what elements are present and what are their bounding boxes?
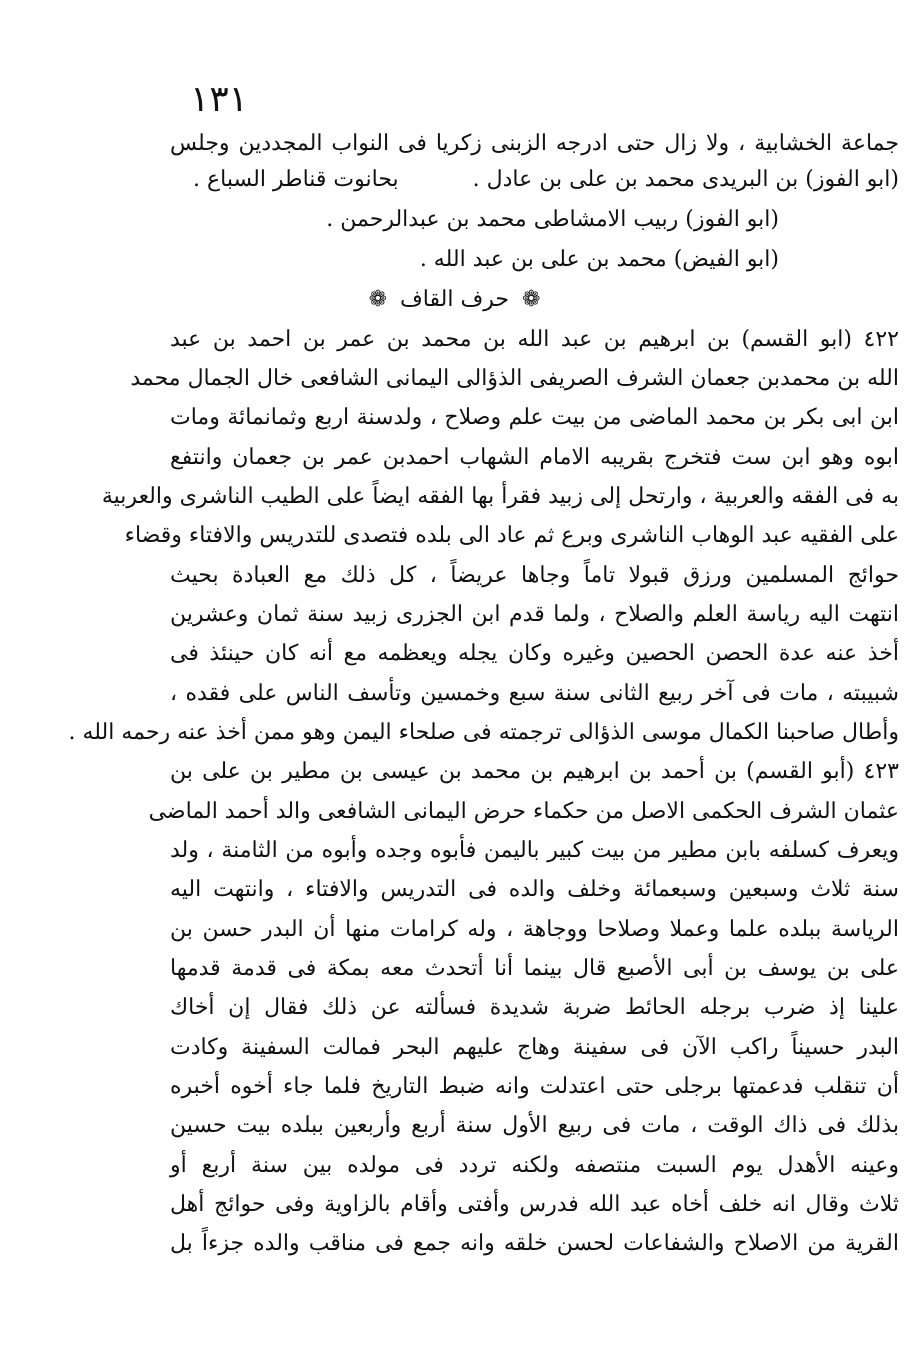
text-line: ابوه وهو ابن ست فتخرج بقريبه الامام الشهاب احمدبن عمر بن جعمان وانتفع <box>170 445 899 470</box>
text-line: حوائج المسلمين ورزق قبولا تاماً وجاها عريضاً ، كل ذلك مع العبادة بحيث <box>170 563 899 588</box>
text-line: ويعرف كسلفه بابن مطير من بيت كبير باليمن فأبوه وجده وأبوه من الثامنة ، ولد <box>170 838 899 863</box>
text-line: علينا إذ ضرب برجله الحائط ضربة شديدة فسألته عن ذلك فقال إن أخاك <box>170 995 899 1020</box>
text-line: سنة ثلاث وسبعين وسبعمائة وخلف والده فى التدريس والافتاء ، وانتهت اليه <box>170 877 899 902</box>
page-number: ١٣١ <box>190 79 249 120</box>
text-line: وأطال صاحبنا الكمال موسى الذؤالى ترجمته فى صلحاء اليمن وهو ممن أخذ عنه رحمه الله . <box>68 720 899 745</box>
text-line: على بن يوسف بن أبى الأصبع قال بينما أنا أتحدث معه بمكة فى قدمة قدمها <box>170 956 899 981</box>
text-line: ٤٢٣ (أبو القسم) بن أحمد بن ابرهيم بن محمد بن عيسى بن مطير بن على بن <box>170 759 899 784</box>
text-line: شبيبته ، مات فى آخر ربيع الثانى سنة سبع وخمسين وتأسف الناس على فقده ، <box>170 681 899 706</box>
text-line: القرية من الاصلاح والشفاعات لحسن خلقه وانه جمع فى مناقب والده جزءاً بل <box>170 1231 899 1256</box>
text-line: على الفقيه عبد الوهاب الناشرى وبرع ثم عاد الى بلده فتصدى للتدريس والافتاء وقضاء <box>124 523 899 548</box>
text-line: (ابو الفوز) ربيب الامشاطى محمد بن عبدالرحمن . <box>326 207 779 232</box>
text-line-part: بحانوت قناطر السباع . <box>193 167 399 192</box>
text-line: الله بن محمدبن جعمان الشرف الصريفى الذؤالى اليمانى الشافعى خال الجمال محمد <box>130 366 899 391</box>
text-line <box>170 162 899 198</box>
text-line: وعينه الأهدل يوم السبت منتصفه ولكنه تردد فى مولده بين سنة أربع أو <box>170 1153 899 1178</box>
text-line: انتهت اليه رياسة العلم والصلاح ، ولما قدم ابن الجزرى زبيد سنة ثمان وعشرين <box>170 602 899 627</box>
text-line: أن تنقلب فدعمتها برجلى حتى اعتدلت وانه ضبط التاريخ فلما جاء أخوه أخبره <box>170 1074 899 1099</box>
section-heading <box>0 282 909 318</box>
text-line: (ابو الفيض) محمد بن على بن عبد الله . <box>419 247 779 272</box>
text-line: بذلك فى ذاك الوقت ، مات فى ربيع الأول سنة أربع وأربعين ببلده بيت حسين <box>170 1113 899 1138</box>
text-line: به فى الفقه والعربية ، وارتحل إلى زبيد فقرأ بها الفقه ايضاً على الطيب الناشرى والعربية <box>101 484 899 509</box>
text-line: الرياسة ببلده علما وعملا وصلاحا ووجاهة ، وله كرامات منها أن البدر حسن بن <box>170 917 899 942</box>
text-line: أخذ عنه عدة الحصن الحصين وغيره وكان يجله ويعظمه مع أنه كان حينئذ فى <box>170 641 899 666</box>
text-line: ٤٢٢ (ابو القسم) بن ابرهيم بن عبد الله بن محمد بن عمر بن احمد بن عبد <box>170 327 899 352</box>
text-line: عثمان الشرف الحكمى الاصل من حكماء حرض اليمانى الشافعى والد أحمد الماضى <box>148 799 899 824</box>
ornament-icon: ❁ <box>368 287 387 312</box>
text-line-part: (ابو الفوز) بن البريدى محمد بن على بن عادل . <box>472 167 899 192</box>
text-line: ثلاث وقال انه خلف أخاه عبد الله فدرس وأفتى وأقام بالزاوية وفى حوائج أهل <box>170 1192 899 1217</box>
text-line: البدر حسيناً راكب الآن فى سفينة وهاج عليهم البحر فمالت السفينة وكادت <box>170 1035 899 1060</box>
ornament-icon: ❁ <box>522 287 541 312</box>
text-line: ابن ابى بكر بن محمد الماضى من بيت علم وصلاح ، ولدسنة اربع وثمانمائة ومات <box>170 405 899 430</box>
section-heading-text: حرف القاف <box>400 287 509 312</box>
text-line: جماعة الخشابية ، ولا زال حتى ادرجه الزبنى زكريا فى النواب المجددين وجلس <box>170 131 899 156</box>
